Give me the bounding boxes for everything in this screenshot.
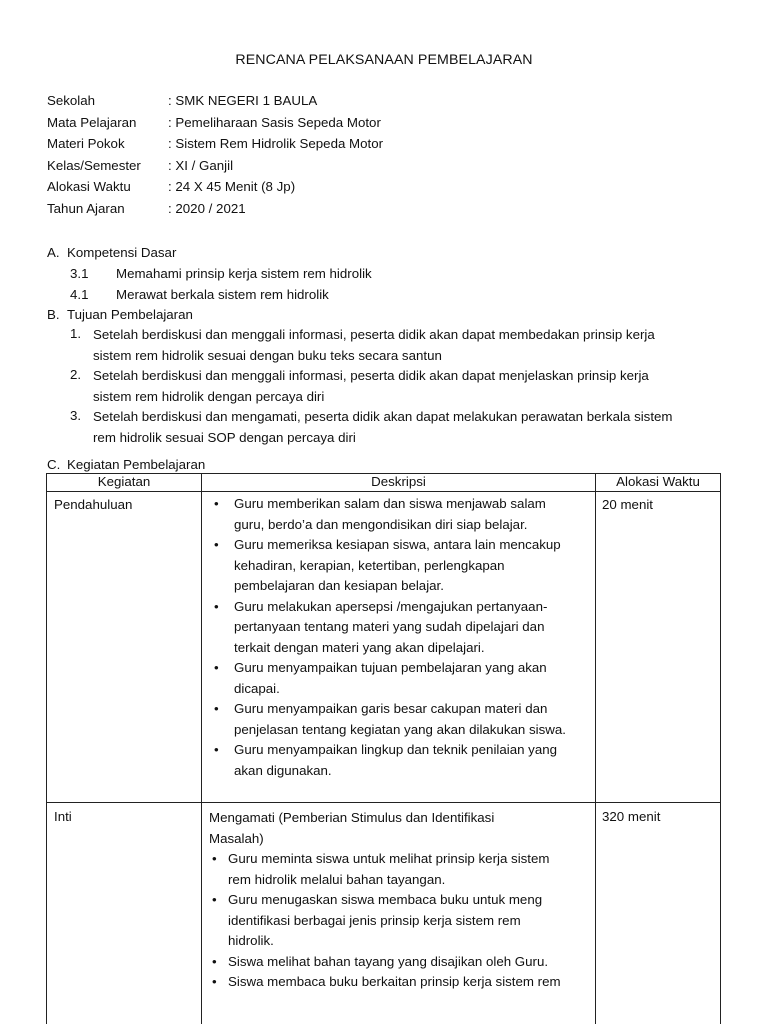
list-item-line: • Siswa melihat bahan tayang yang disajikan oleh Guru. [228,953,549,969]
kd-number: 3.1 [70,266,89,281]
goal-text: Setelah berdiskusi dan menggali informasi, peserta didik akan dapat menjelaskan prinsip kerja [93,368,649,383]
identity-row [47,157,383,179]
identity-value: : SMK NEGERI 1 BAULA [168,93,318,108]
header-kegiatan: Kegiatan [47,474,202,492]
inti-time: 320 menit [596,803,721,1024]
list-item-line: hidrolik. [228,933,274,948]
inti-bullet-list [206,849,589,993]
pendahuluan-time: 20 menit [596,492,721,803]
list-item-line: • Guru menyampaikan garis besar cakupan materi dan [234,701,548,716]
list-item-line: terkait dengan materi yang akan dipelajari. [234,639,485,655]
list-item [206,972,589,993]
page-title: RENCANA PELAKSANAAN PEMBELAJARAN [235,52,533,68]
table-row [47,492,721,803]
goal-text: Setelah berdiskusi dan menggali informasi, peserta didik akan dapat membedakan prinsip kerja [93,327,655,342]
inti-subheading [206,805,589,849]
list-item [206,699,589,740]
section-b-letter: B. [47,307,60,322]
inti-subheading-line: Mengamati (Pemberian Stimulus dan Identifikasi [209,810,495,825]
identity-value: : XI / Ganjil [168,157,234,173]
list-item-line: dicapai. [234,680,280,696]
list-item-line: kehadiran, kerapian, ketertiban, perlengkapan [234,557,505,573]
identity-value: : 24 X 45 Menit (8 Jp) [168,179,296,194]
goal-number: 3. [70,408,82,423]
list-item [206,849,589,890]
kd-number: 4.1 [70,286,89,302]
list-item [206,952,589,973]
section-b-title: Tujuan Pembelajaran [67,307,193,322]
identity-row [47,135,383,157]
list-item [206,535,589,597]
list-item-line: • Siswa membaca buku berkaitan prinsip kerja sistem rem [228,974,561,989]
identity-label: Tahun Ajaran [47,200,125,216]
section-a-letter: A. [47,245,60,260]
pendahuluan-description [202,492,596,803]
list-item [206,740,589,781]
list-item-line: identifikasi berbagai jenis prinsip kerja sistem rem [228,912,521,928]
identity-label: Kelas/Semester [47,157,141,173]
list-item-line: • Guru memeriksa kesiapan siswa, antara lain mencakup [234,537,561,552]
identity-label: Sekolah [47,93,96,108]
section-c-letter: C. [47,457,61,472]
identity-value: : 2020 / 2021 [168,200,246,216]
list-item-line: • Guru melakukan apersepsi /mengajukan pertanyaan- [234,598,548,614]
identity-block [47,92,383,221]
list-item-line: pembelajaran dan kesiapan belajar. [234,578,444,593]
list-item-line: akan digunakan. [234,762,332,778]
goal-text: sistem rem hidrolik sesuai dengan buku teks secara santun [93,347,442,363]
identity-row [47,92,383,114]
identity-value: : Pemeliharaan Sasis Sepeda Motor [168,114,381,130]
list-item-line: • Guru menyampaikan tujuan pembelajaran yang akan [234,660,547,675]
goal-number: 2. [70,367,82,382]
inti-description [202,803,596,1024]
identity-value: : Sistem Rem Hidrolik Sepeda Motor [168,136,384,151]
list-item [206,890,589,952]
list-item-line: • Guru meminta siswa untuk melihat prinsip kerja sistem [228,851,550,866]
inti-subheading-line: Masalah) [209,830,264,846]
row-label-inti: Inti [47,803,202,1024]
section-a-title: Kompetensi Dasar [67,245,177,260]
identity-label: Materi Pokok [47,136,125,151]
goal-text: rem hidrolik sesuai SOP dengan percaya diri [93,429,356,445]
list-item-line: • Guru memberikan salam dan siswa menjawab salam [234,496,546,511]
list-item [206,658,589,699]
list-item-line: penjelasan tentang kegiatan yang akan dilakukan siswa. [234,721,566,737]
kd-text: Memahami prinsip kerja sistem rem hidrolik [116,266,372,281]
list-item-line: rem hidrolik melalui bahan tayangan. [228,871,446,887]
row-label-pendahuluan: Pendahuluan [47,492,202,803]
table-header-row [47,474,721,492]
identity-label: Alokasi Waktu [47,179,131,194]
goal-text: Setelah berdiskusi dan mengamati, peserta didik akan dapat melakukan perawatan berkala sistem [93,409,673,424]
activity-table [46,473,721,1024]
section-c-title: Kegiatan Pembelajaran [67,457,206,472]
header-deskripsi: Deskripsi [202,474,596,492]
identity-row [47,114,383,136]
list-item-line: pertanyaan tentang materi yang sudah dipelajari dan [234,619,545,634]
list-item-line: • Guru menyampaikan lingkup dan teknik penilaian yang [234,742,558,757]
list-item-line: • Guru menugaskan siswa membaca buku untuk meng [228,892,543,907]
goal-number: 1. [70,326,82,341]
table-row [47,803,721,1024]
kd-text: Merawat berkala sistem rem hidrolik [116,286,329,302]
list-item [206,494,589,535]
list-item-line: guru, berdo’a dan mengondisikan diri siap belajar. [234,516,528,532]
list-item [206,597,589,659]
identity-row [47,200,383,222]
goal-text: sistem rem hidrolik dengan percaya diri [93,388,325,404]
identity-label: Mata Pelajaran [47,114,137,130]
header-alokasi: Alokasi Waktu [596,474,721,492]
identity-row [47,178,383,200]
